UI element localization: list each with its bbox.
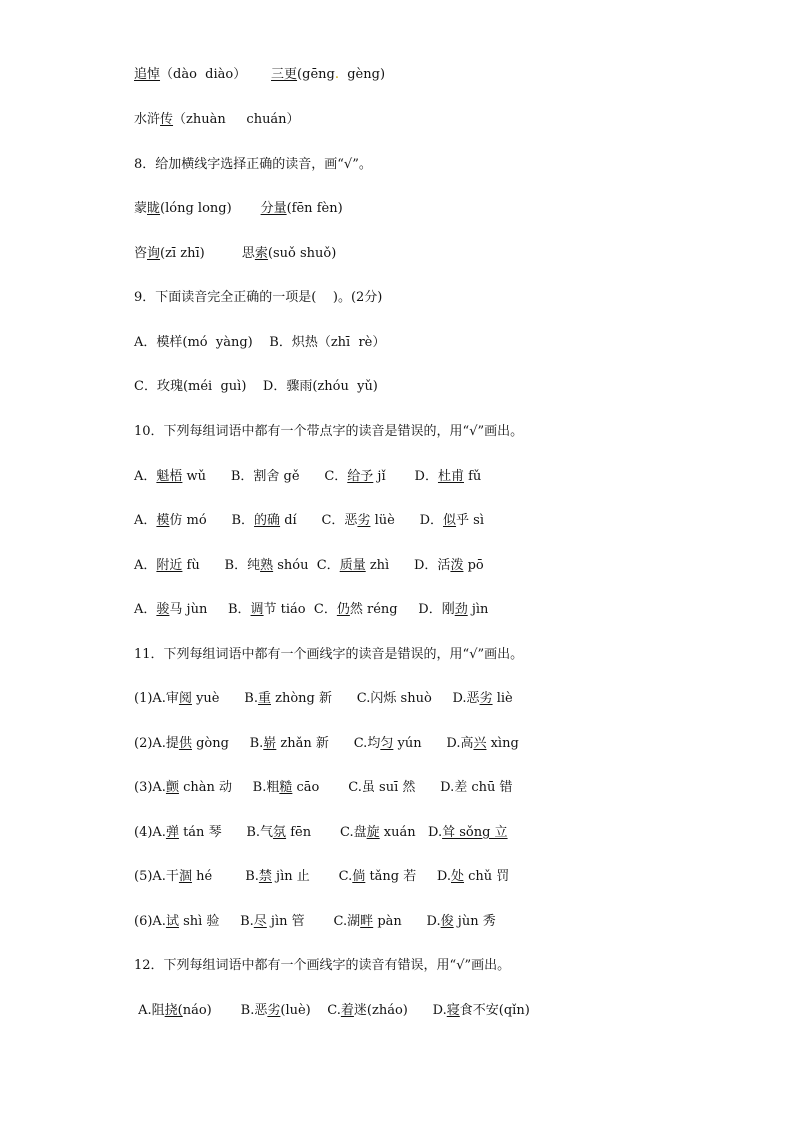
text-segment: chàn 动 B.粗 [178,780,280,795]
text-segment: zhì D．活 [365,558,451,573]
underlined-text: 供 [178,736,192,751]
underlined-text: 寝 [446,1003,460,1018]
text-segment: jǐ D． [373,469,438,484]
text-segment: (zī zhī) 思 [160,246,255,261]
underlined-text: 询 [147,246,161,261]
text-segment: 蒙 [134,201,148,216]
text-segment: tǎng 若 D. [365,869,451,884]
underlined-text: 魁梧 [156,469,183,484]
text-line [134,913,496,931]
underlined-text: 倘 [352,869,366,884]
text-segment: 水浒 [134,112,161,127]
text-segment: 节 tiáo C． [263,602,337,617]
text-segment: A．模样(mó yàng) B．炽热（zhī rè） [134,335,386,350]
text-line [134,735,519,753]
text-segment: 咨 [134,246,148,261]
text-segment: (fēn fèn) [286,201,343,216]
text-segment: 9．下面读音完全正确的一项是( )。(2分) [134,290,383,305]
text-segment: A． [134,513,157,528]
text-segment: (gēng [297,67,335,82]
text-segment: (2)A.提 [134,736,179,751]
text-segment: cāo C.虽 suī 然 D.差 chū 错 [292,780,513,795]
text-segment: liè [492,691,513,706]
text-segment: A． [134,469,157,484]
underlined-text: 禁 [258,869,272,884]
text-segment: (suǒ shuǒ) [267,246,337,261]
underlined-text: 俊 [440,914,454,929]
text-segment: fǔ [463,469,482,484]
text-segment: 迷(zháo) D. [353,1003,447,1018]
underlined-text: 质量 [339,558,366,573]
text-segment: shóu C． [273,558,340,573]
text-segment: shì 验 B. [178,914,254,929]
text-line [134,601,488,619]
text-segment: (5)A.干 [134,869,179,884]
underlined-text: 糙 [279,780,293,795]
underlined-text: 崭 [263,736,277,751]
text-segment: A.阻 [134,1003,165,1018]
text-segment: 11．下列每组词语中都有一个画线字的读音是错误的，用“√”画出。 [134,647,524,662]
text-line [134,957,510,975]
text-line [134,334,385,352]
text-segment: dí C．恶 [280,513,358,528]
text-segment: yún D.高 [393,736,474,751]
underlined-text: 附近 [156,558,183,573]
text-segment: 仿 mó B． [169,513,255,528]
text-segment: 马 jùn B． [169,602,251,617]
text-line [134,200,343,218]
underlined-text: 分量 [260,201,287,216]
underlined-text: 兴 [473,736,487,751]
text-segment: jìn 止 C. [271,869,353,884]
text-line [134,423,523,441]
underlined-text: 试 [165,914,179,929]
text-line [134,512,484,530]
underlined-text: 挠( [164,1003,183,1018]
text-segment: fēn C.盘 [286,825,367,840]
underlined-text: 匀 [380,736,394,751]
underlined-text: 模 [156,513,170,528]
text-segment: jìn 管 C.湖 [266,914,361,929]
text-segment: xuán D. [379,825,443,840]
underlined-text: 熟 [260,558,274,573]
underlined-text: 涸 [178,869,192,884]
text-segment: gèng) [338,67,386,82]
text-segment: pō [463,558,484,573]
text-line [134,245,336,263]
underlined-text: 杜甫 [437,469,464,484]
text-segment: (1)A.审 [134,691,179,706]
text-segment: 8．给加横线字选择正确的读音，画“√”。 [134,157,372,172]
underlined-text: 弹 [165,825,179,840]
text-line [134,1002,530,1020]
underlined-text: 给予 [347,469,374,484]
underlined-text: 处 [451,869,465,884]
underlined-text: 旋 [366,825,380,840]
text-segment: 10．下列每组词语中都有一个带点字的读音是错误的，用“√”画出。 [134,424,524,439]
text-segment: gòng B. [191,736,264,751]
text-segment: (6)A. [134,914,166,929]
text-segment: (3)A. [134,780,166,795]
text-line [134,289,382,307]
text-segment: 12．下列每组词语中都有一个画线字的读音有错误，用“√”画出。 [134,958,511,973]
underlined-text: 的确 [254,513,281,528]
underlined-text: 仍 [336,602,350,617]
text-line [134,690,513,708]
text-segment: . [334,67,339,82]
underlined-text: 耸 sǒng 立 [442,825,508,840]
text-segment: jìn [467,602,489,617]
text-segment: (4)A. [134,825,166,840]
underlined-text: 尽 [253,914,267,929]
text-segment: chǔ 罚 [464,869,510,884]
underlined-text: 三更 [271,67,298,82]
text-line [134,824,508,842]
underlined-text: 劣 [479,691,493,706]
text-segment: 然 réng D．刚 [349,602,455,617]
underlined-text: 骏 [156,602,170,617]
text-segment: zhǎn 新 C.均 [276,736,381,751]
underlined-text: 重 [257,691,271,706]
text-segment: jùn 秀 [453,914,496,929]
underlined-text: 追悼 [134,67,161,82]
text-segment: (luè) C. [280,1003,341,1018]
text-segment: （dào diào） [160,67,272,82]
text-segment: hé B. [191,869,259,884]
text-segment: 食不安(qǐn) [459,1003,530,1018]
text-segment: tán 琴 B.气 [178,825,274,840]
underlined-text: 劣 [267,1003,281,1018]
text-line [134,156,372,174]
text-segment: wǔ B．割舍 gě C． [182,469,348,484]
text-line [134,868,509,886]
text-segment: yuè B. [191,691,258,706]
underlined-text: 传 [160,112,174,127]
text-line [134,111,300,129]
text-segment: A． [134,602,157,617]
text-segment: lüè D． [370,513,444,528]
text-segment: C．玫瑰(méi guì) D．骤雨(zhóu yǔ) [134,379,378,394]
text-segment: zhòng 新 C.闪烁 shuò D.恶 [271,691,480,706]
underlined-text: 氛 [273,825,287,840]
text-segment: （zhuàn chuán） [173,112,300,127]
text-line [134,378,378,396]
text-segment: fù B．纯 [182,558,261,573]
underlined-text: 调 [250,602,264,617]
text-line [134,779,513,797]
text-segment: xìng [486,736,519,751]
text-line [134,557,484,575]
underlined-text: 泼 [450,558,464,573]
underlined-text: 索 [254,246,268,261]
text-segment: 乎 sì [456,513,484,528]
underlined-text: 畔 [360,914,374,929]
underlined-text: 劣 [357,513,371,528]
text-line [134,646,523,664]
text-segment: (lóng long) [160,201,261,216]
text-line [134,468,481,486]
text-segment: A． [134,558,157,573]
underlined-text: 眬 [147,201,161,216]
underlined-text: 阅 [178,691,192,706]
underlined-text: 着 [340,1003,354,1018]
underlined-text: 似 [443,513,457,528]
text-segment: náo) B.恶 [182,1003,268,1018]
text-segment: pàn D. [373,914,441,929]
underlined-text: 颤 [165,780,179,795]
underlined-text: 劲 [454,602,468,617]
text-line [134,66,385,84]
